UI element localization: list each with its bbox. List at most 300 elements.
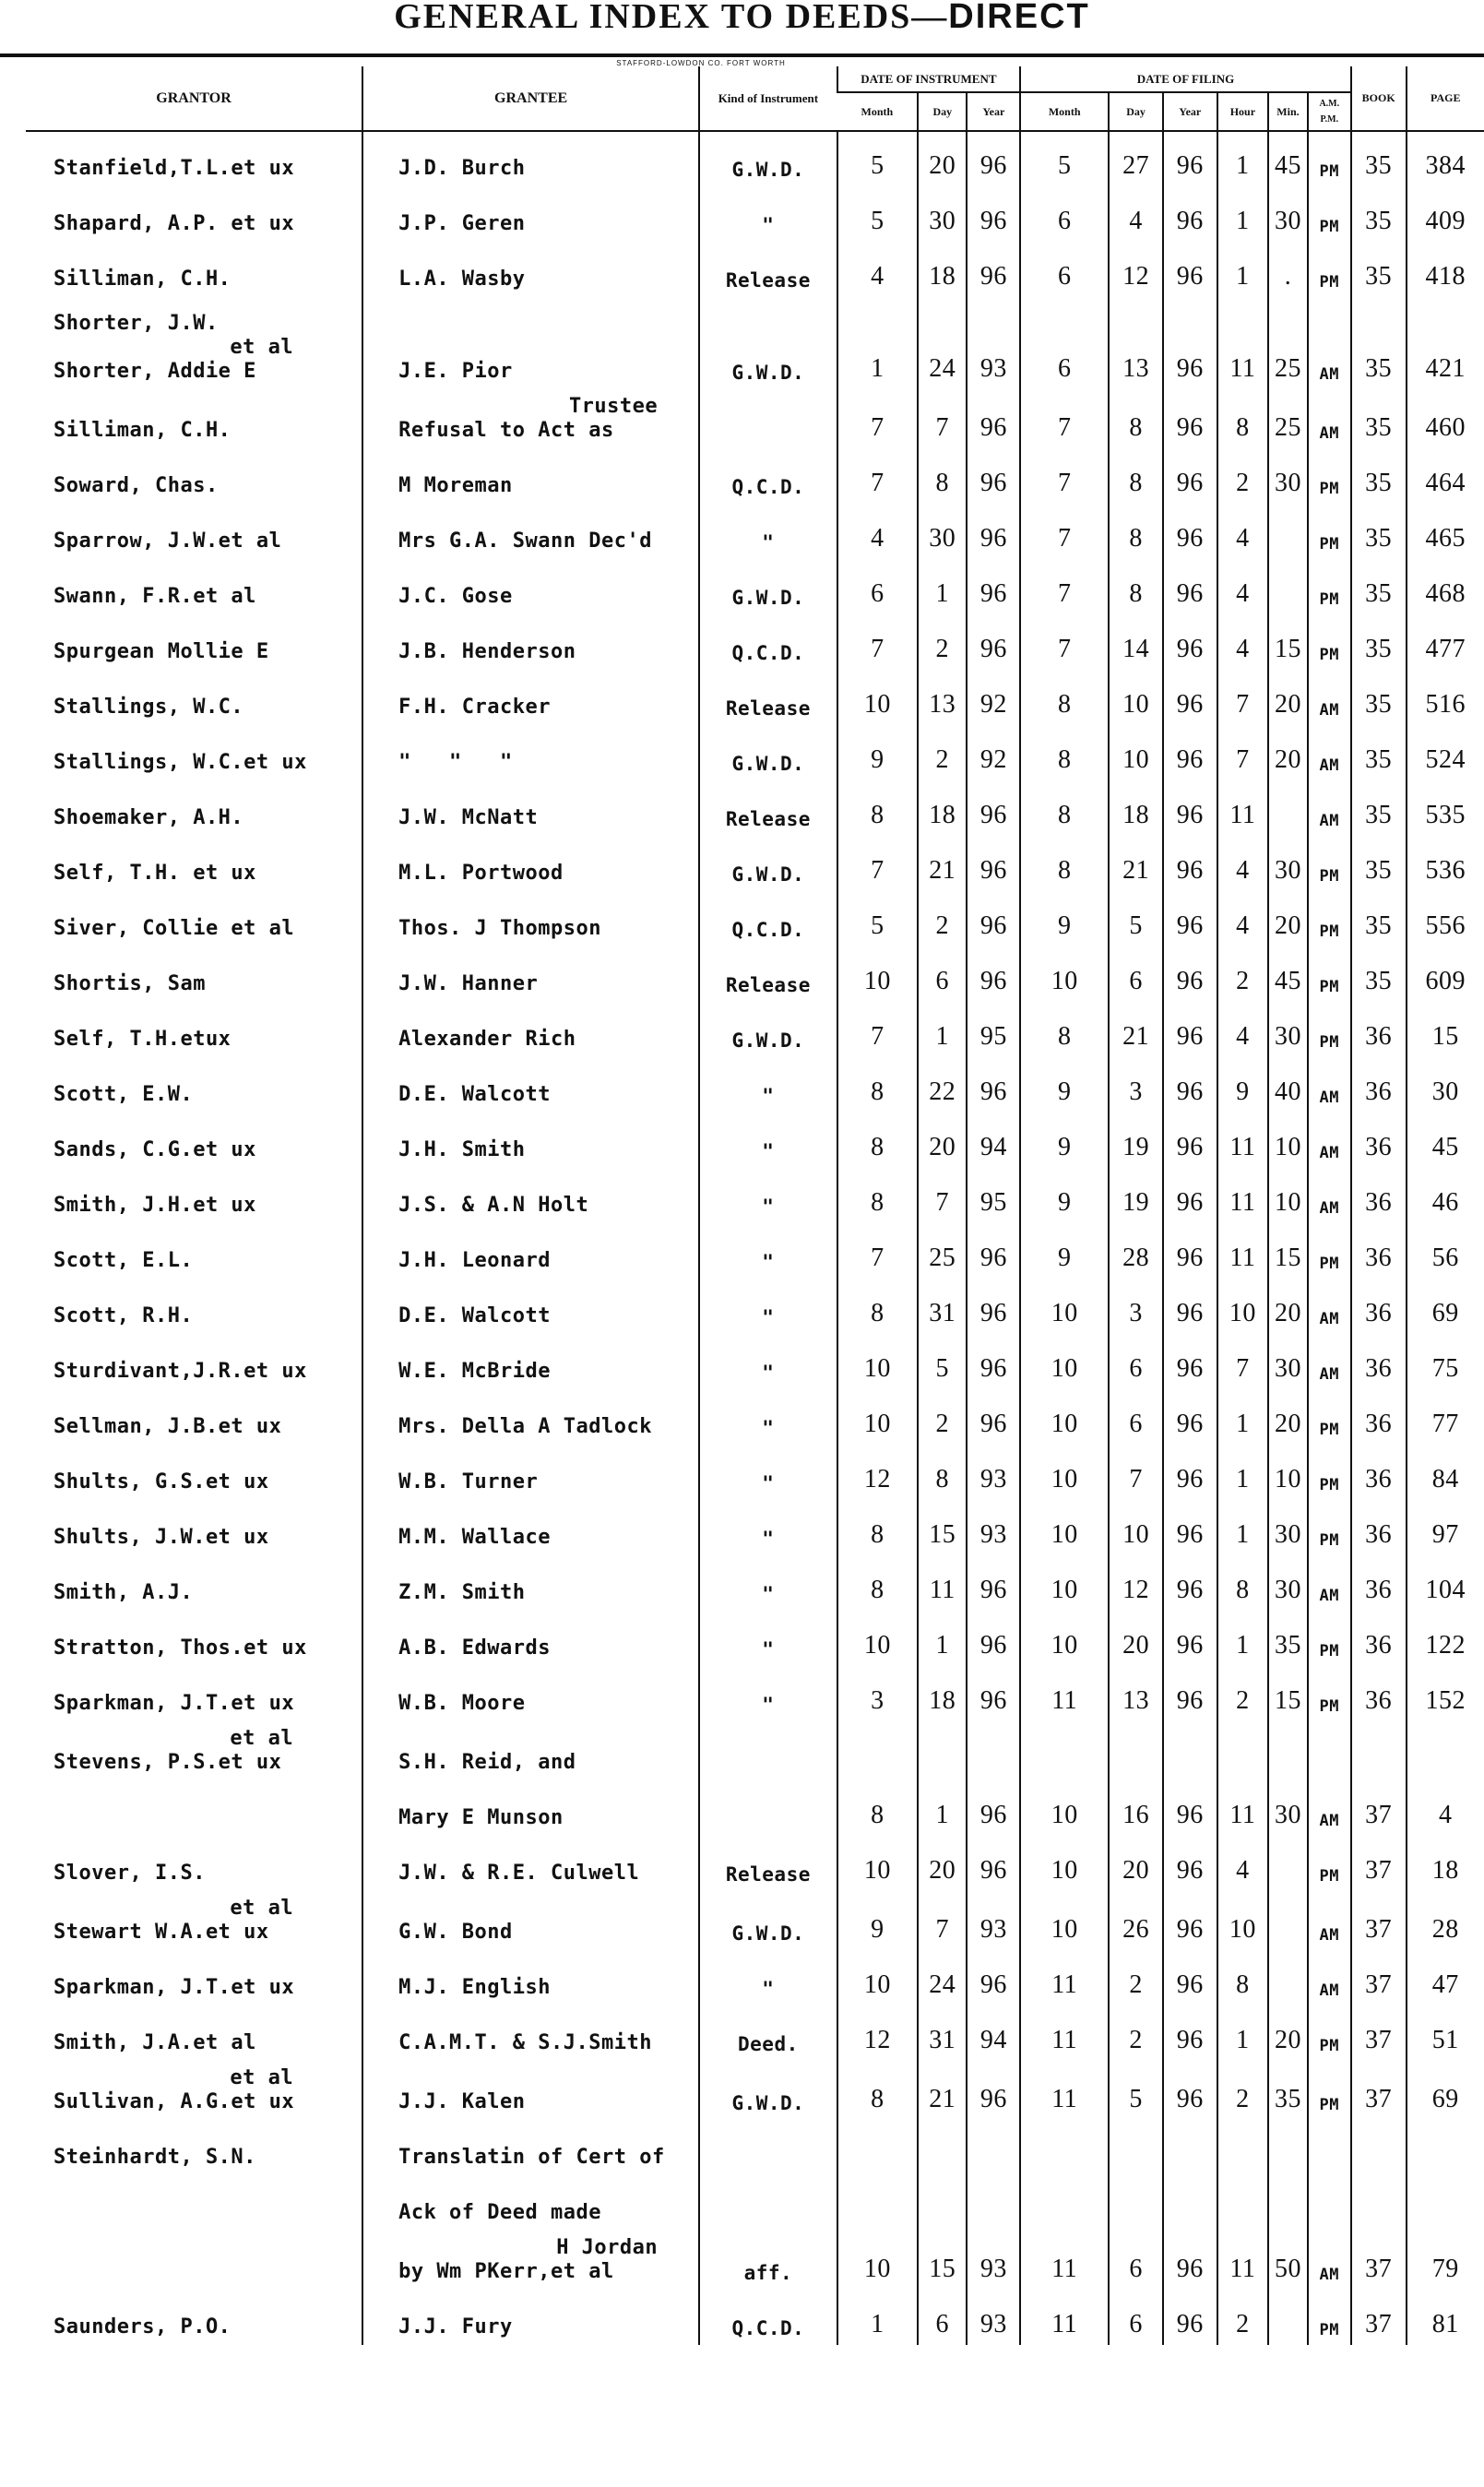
file-min-cell: . xyxy=(1268,242,1308,297)
page-cell: 45 xyxy=(1407,1113,1484,1168)
grantee-text: L.A. Wasby xyxy=(398,268,526,291)
file-year-cell xyxy=(1163,2175,1217,2231)
grantee-text: M.M. Wallace xyxy=(398,1526,552,1549)
inst-month-cell xyxy=(837,2120,919,2175)
grantee-cell xyxy=(362,1721,699,1780)
grantor-text: Siver, Collie et al xyxy=(53,917,295,940)
inst-year-cell: 96 xyxy=(967,946,1020,1002)
inst-year-cell: 96 xyxy=(967,1780,1020,1836)
file-day-cell: 13 xyxy=(1109,297,1163,389)
file-hour-cell: 4 xyxy=(1217,836,1269,891)
file-ampm-cell: PM xyxy=(1308,448,1351,504)
table-row xyxy=(26,1445,1484,1500)
file-min-cell: 20 xyxy=(1268,670,1308,725)
table-row xyxy=(26,559,1484,614)
inst-year-cell: 95 xyxy=(967,1168,1020,1223)
grantor-text: Smith, J.A.et al xyxy=(53,2031,256,2054)
file-hour-cell: 8 xyxy=(1217,389,1269,448)
file-min-cell: 45 xyxy=(1268,131,1308,186)
grantor-text: Scott, E.L. xyxy=(53,1249,194,1272)
file-hour-cell: 4 xyxy=(1217,504,1269,559)
book-cell: 36 xyxy=(1351,1334,1407,1389)
page-cell: 28 xyxy=(1407,1891,1484,1950)
grantee-cell xyxy=(362,131,699,186)
file-month-cell: 7 xyxy=(1020,389,1109,448)
file-ampm-cell: AM xyxy=(1308,1334,1351,1389)
kind-cell: Deed. xyxy=(699,2005,837,2061)
inst-year-cell: 94 xyxy=(967,2005,1020,2061)
file-day-cell: 4 xyxy=(1109,186,1163,242)
grantee-cell xyxy=(362,780,699,836)
inst-day-cell: 7 xyxy=(918,389,967,448)
grantor-text: Sparrow, J.W.et al xyxy=(53,530,282,553)
file-min-cell xyxy=(1268,1950,1308,2005)
grantee-text: S.H. Reid, and xyxy=(398,1751,576,1774)
file-month-cell: 10 xyxy=(1020,1611,1109,1666)
grantee-cell xyxy=(362,725,699,780)
file-year-cell: 96 xyxy=(1163,891,1217,946)
inst-month-cell: 10 xyxy=(837,1611,919,1666)
book-cell: 35 xyxy=(1351,389,1407,448)
inst-day-cell: 2 xyxy=(918,891,967,946)
page-cell: 18 xyxy=(1407,1836,1484,1891)
file-ampm-cell xyxy=(1308,2175,1351,2231)
file-hour-cell: 7 xyxy=(1217,670,1269,725)
grantee-text: M.J. English xyxy=(398,1976,552,1999)
kind-cell xyxy=(699,1780,837,1836)
file-year-cell: 96 xyxy=(1163,1950,1217,2005)
book-cell: 35 xyxy=(1351,780,1407,836)
kind-cell: G.W.D. xyxy=(699,1891,837,1950)
file-day-cell: 19 xyxy=(1109,1113,1163,1168)
file-day-cell: 6 xyxy=(1109,2231,1163,2290)
file-day-cell: 5 xyxy=(1109,2061,1163,2120)
grantor-text: Silliman, C.H. xyxy=(53,268,232,291)
inst-day-cell: 2 xyxy=(918,725,967,780)
table-row xyxy=(26,1780,1484,1836)
file-min-cell: 10 xyxy=(1268,1168,1308,1223)
book-cell: 35 xyxy=(1351,559,1407,614)
file-hour-cell xyxy=(1217,2175,1269,2231)
table-row xyxy=(26,2061,1484,2120)
inst-month-cell: 5 xyxy=(837,891,919,946)
kind-cell: " xyxy=(699,186,837,242)
grantor-text: Shults, G.S.et ux xyxy=(53,1470,269,1493)
page-cell: 516 xyxy=(1407,670,1484,725)
file-ampm-cell: PM xyxy=(1308,946,1351,1002)
page-cell: 609 xyxy=(1407,946,1484,1002)
table-row xyxy=(26,1721,1484,1780)
file-ampm-cell: PM xyxy=(1308,1389,1351,1445)
table-row xyxy=(26,1057,1484,1113)
page-cell: 421 xyxy=(1407,297,1484,389)
book-cell: 35 xyxy=(1351,186,1407,242)
file-day-cell: 6 xyxy=(1109,2290,1163,2345)
file-hour-cell: 7 xyxy=(1217,1334,1269,1389)
grantee-cell xyxy=(362,2231,699,2290)
inst-day-cell: 31 xyxy=(918,2005,967,2061)
book-cell: 35 xyxy=(1351,946,1407,1002)
grantor-text: Swann, F.R.et al xyxy=(53,585,256,608)
book-cell: 36 xyxy=(1351,1057,1407,1113)
page-cell: 122 xyxy=(1407,1611,1484,1666)
inst-month-cell: 10 xyxy=(837,1836,919,1891)
file-hour-cell: 8 xyxy=(1217,1555,1269,1611)
file-month-cell: 10 xyxy=(1020,1500,1109,1555)
grantor-text: Sellman, J.B.et ux xyxy=(53,1415,282,1438)
inst-day-cell: 2 xyxy=(918,1389,967,1445)
table-row xyxy=(26,1279,1484,1334)
inst-month-cell: 4 xyxy=(837,504,919,559)
kind-cell: " xyxy=(699,1666,837,1721)
grantee-text: by Wm PKerr,et al xyxy=(398,2260,614,2283)
page-cell: 409 xyxy=(1407,186,1484,242)
file-year-cell: 96 xyxy=(1163,559,1217,614)
grantee-text: D.E. Walcott xyxy=(398,1304,552,1327)
file-month-cell: 9 xyxy=(1020,1168,1109,1223)
grantee-text: Translatin of Cert of xyxy=(398,2146,665,2169)
book-cell: 35 xyxy=(1351,297,1407,389)
kind-cell: G.W.D. xyxy=(699,559,837,614)
inst-year-cell xyxy=(967,2120,1020,2175)
grantee-cell xyxy=(362,1389,699,1445)
title-direct: DIRECT xyxy=(948,0,1090,36)
inst-month-cell: 7 xyxy=(837,836,919,891)
inst-year-cell: 93 xyxy=(967,2290,1020,2345)
file-hour-cell: 11 xyxy=(1217,1113,1269,1168)
kind-cell: G.W.D. xyxy=(699,131,837,186)
page-title xyxy=(0,0,1484,37)
col-inst-day: Day xyxy=(918,92,967,131)
kind-cell: Release xyxy=(699,780,837,836)
inst-month-cell: 8 xyxy=(837,1780,919,1836)
grantor-cell xyxy=(26,504,362,559)
inst-year-cell xyxy=(967,2175,1020,2231)
file-ampm-cell: PM xyxy=(1308,504,1351,559)
page-cell: 460 xyxy=(1407,389,1484,448)
grantor-cell xyxy=(26,2175,362,2231)
table-row xyxy=(26,297,1484,389)
book-cell: 36 xyxy=(1351,1445,1407,1500)
inst-year-cell: 96 xyxy=(967,1555,1020,1611)
file-year-cell: 96 xyxy=(1163,1389,1217,1445)
file-ampm-cell: AM xyxy=(1308,389,1351,448)
grantor-cell xyxy=(26,1279,362,1334)
inst-day-cell: 6 xyxy=(918,2290,967,2345)
table-row xyxy=(26,780,1484,836)
inst-month-cell: 7 xyxy=(837,1223,919,1279)
file-day-cell: 3 xyxy=(1109,1057,1163,1113)
file-ampm-cell: AM xyxy=(1308,1555,1351,1611)
page-cell: 556 xyxy=(1407,891,1484,946)
grantor-cell xyxy=(26,1334,362,1389)
file-ampm-cell: AM xyxy=(1308,1780,1351,1836)
inst-year-cell: 93 xyxy=(967,1500,1020,1555)
inst-month-cell: 9 xyxy=(837,725,919,780)
col-inst-month: Month xyxy=(837,92,919,131)
grantor-text: et al xyxy=(230,2066,294,2089)
file-hour-cell: 2 xyxy=(1217,2290,1269,2345)
file-ampm-cell xyxy=(1308,1721,1351,1780)
kind-cell: G.W.D. xyxy=(699,2061,837,2120)
file-year-cell: 96 xyxy=(1163,780,1217,836)
grantor-text: Scott, E.W. xyxy=(53,1083,194,1106)
grantor-text: Scott, R.H. xyxy=(53,1304,194,1327)
book-cell: 35 xyxy=(1351,448,1407,504)
table-row xyxy=(26,1836,1484,1891)
file-year-cell: 96 xyxy=(1163,2290,1217,2345)
file-ampm-cell: AM xyxy=(1308,1168,1351,1223)
page-cell: 468 xyxy=(1407,559,1484,614)
file-hour-cell: 11 xyxy=(1217,1168,1269,1223)
file-hour-cell: 7 xyxy=(1217,725,1269,780)
grantee-cell xyxy=(362,2061,699,2120)
book-cell: 37 xyxy=(1351,1836,1407,1891)
file-year-cell: 96 xyxy=(1163,1780,1217,1836)
table-row xyxy=(26,242,1484,297)
file-ampm-cell: AM xyxy=(1308,725,1351,780)
page-cell: 79 xyxy=(1407,2231,1484,2290)
inst-month-cell: 10 xyxy=(837,946,919,1002)
inst-day-cell: 2 xyxy=(918,614,967,670)
grantee-cell xyxy=(362,1057,699,1113)
file-day-cell: 6 xyxy=(1109,1334,1163,1389)
grantor-text: Smith, J.H.et ux xyxy=(53,1194,256,1217)
inst-month-cell xyxy=(837,2175,919,2231)
inst-day-cell: 15 xyxy=(918,2231,967,2290)
grantor-text: Shortis, Sam xyxy=(53,972,206,995)
grantor-cell xyxy=(26,2005,362,2061)
book-cell: 36 xyxy=(1351,1611,1407,1666)
inst-month-cell: 8 xyxy=(837,1057,919,1113)
grantee-text: W.E. McBride xyxy=(398,1360,552,1383)
file-month-cell: 6 xyxy=(1020,297,1109,389)
inst-year-cell: 96 xyxy=(967,1611,1020,1666)
book-cell: 36 xyxy=(1351,1555,1407,1611)
grantor-text: Spurgean Mollie E xyxy=(53,640,269,663)
table-row xyxy=(26,1611,1484,1666)
grantee-text: W.B. Moore xyxy=(398,1692,526,1715)
file-ampm-cell: AM xyxy=(1308,297,1351,389)
file-year-cell: 96 xyxy=(1163,2231,1217,2290)
table-row xyxy=(26,2231,1484,2290)
file-min-cell: 30 xyxy=(1268,1555,1308,1611)
file-year-cell: 96 xyxy=(1163,1168,1217,1223)
grantor-cell xyxy=(26,2061,362,2120)
grantor-text: Shults, J.W.et ux xyxy=(53,1526,269,1549)
file-min-cell: 10 xyxy=(1268,1113,1308,1168)
file-year-cell: 96 xyxy=(1163,389,1217,448)
grantor-text: Stratton, Thos.et ux xyxy=(53,1636,307,1660)
grantee-text: M Moreman xyxy=(398,474,513,497)
file-hour-cell: 11 xyxy=(1217,1223,1269,1279)
inst-year-cell: 94 xyxy=(967,1113,1020,1168)
grantor-text: Sands, C.G.et ux xyxy=(53,1138,256,1161)
file-day-cell: 10 xyxy=(1109,1500,1163,1555)
book-cell xyxy=(1351,2120,1407,2175)
grantee-cell xyxy=(362,2120,699,2175)
grantor-cell xyxy=(26,1057,362,1113)
file-ampm-cell: AM xyxy=(1308,1950,1351,2005)
book-cell: 35 xyxy=(1351,131,1407,186)
inst-year-cell xyxy=(967,1721,1020,1780)
book-cell: 36 xyxy=(1351,1113,1407,1168)
grantor-text: Shapard, A.P. et ux xyxy=(53,212,295,235)
file-ampm-cell: PM xyxy=(1308,2061,1351,2120)
book-cell: 37 xyxy=(1351,2231,1407,2290)
file-year-cell: 96 xyxy=(1163,1836,1217,1891)
grantee-cell xyxy=(362,1279,699,1334)
file-min-cell: 15 xyxy=(1268,1223,1308,1279)
file-ampm-cell: PM xyxy=(1308,1445,1351,1500)
grantee-cell xyxy=(362,242,699,297)
file-day-cell: 10 xyxy=(1109,670,1163,725)
inst-month-cell: 3 xyxy=(837,1666,919,1721)
file-min-cell xyxy=(1268,2120,1308,2175)
file-hour-cell: 8 xyxy=(1217,1950,1269,2005)
inst-day-cell: 25 xyxy=(918,1223,967,1279)
inst-day-cell: 20 xyxy=(918,1113,967,1168)
file-day-cell: 3 xyxy=(1109,1279,1163,1334)
inst-year-cell: 96 xyxy=(967,780,1020,836)
file-ampm-cell: AM xyxy=(1308,780,1351,836)
inst-month-cell: 8 xyxy=(837,1279,919,1334)
kind-cell: Q.C.D. xyxy=(699,614,837,670)
table-row xyxy=(26,1500,1484,1555)
inst-day-cell: 22 xyxy=(918,1057,967,1113)
file-month-cell: 10 xyxy=(1020,1445,1109,1500)
inst-month-cell: 7 xyxy=(837,614,919,670)
grantee-cell xyxy=(362,1500,699,1555)
file-hour-cell: 1 xyxy=(1217,242,1269,297)
page-cell: 69 xyxy=(1407,2061,1484,2120)
file-month-cell: 9 xyxy=(1020,1057,1109,1113)
grantee-text: F.H. Cracker xyxy=(398,696,552,719)
inst-day-cell: 30 xyxy=(918,504,967,559)
file-hour-cell: 4 xyxy=(1217,614,1269,670)
grantor-cell xyxy=(26,1611,362,1666)
grantor-cell xyxy=(26,1500,362,1555)
kind-cell: G.W.D. xyxy=(699,297,837,389)
grantee-cell xyxy=(362,670,699,725)
inst-day-cell: 8 xyxy=(918,448,967,504)
inst-year-cell: 96 xyxy=(967,131,1020,186)
page-cell: 418 xyxy=(1407,242,1484,297)
grantor-text: Shorter, Addie E xyxy=(53,360,256,383)
grantor-text: Self, T.H. et ux xyxy=(53,862,256,885)
grantor-cell xyxy=(26,1555,362,1611)
inst-year-cell: 96 xyxy=(967,1223,1020,1279)
table-row xyxy=(26,448,1484,504)
file-day-cell: 21 xyxy=(1109,1002,1163,1057)
inst-year-cell: 96 xyxy=(967,891,1020,946)
col-file-day: Day xyxy=(1109,92,1163,131)
grantor-cell xyxy=(26,670,362,725)
inst-year-cell: 96 xyxy=(967,1666,1020,1721)
table-row xyxy=(26,2120,1484,2175)
file-year-cell: 96 xyxy=(1163,1555,1217,1611)
title-main: GENERAL INDEX TO DEEDS— xyxy=(394,0,949,36)
inst-day-cell: 15 xyxy=(918,1500,967,1555)
grantor-cell xyxy=(26,186,362,242)
grantee-text: G.W. Bond xyxy=(398,1921,513,1944)
page-cell: 46 xyxy=(1407,1168,1484,1223)
inst-month-cell: 1 xyxy=(837,2290,919,2345)
file-month-cell: 8 xyxy=(1020,670,1109,725)
grantee-text: " " " xyxy=(398,751,513,774)
file-min-cell: 50 xyxy=(1268,2231,1308,2290)
page-cell: 56 xyxy=(1407,1223,1484,1279)
file-ampm-cell: PM xyxy=(1308,242,1351,297)
col-grantor: GRANTOR xyxy=(26,66,362,131)
inst-day-cell: 7 xyxy=(918,1891,967,1950)
book-cell: 37 xyxy=(1351,1950,1407,2005)
grantee-text: D.E. Walcott xyxy=(398,1083,552,1106)
kind-cell: Release xyxy=(699,1836,837,1891)
file-day-cell: 2 xyxy=(1109,1950,1163,2005)
book-cell: 36 xyxy=(1351,1500,1407,1555)
grantee-cell xyxy=(362,297,699,389)
inst-day-cell xyxy=(918,1721,967,1780)
file-year-cell: 96 xyxy=(1163,242,1217,297)
kind-cell: " xyxy=(699,1555,837,1611)
grantor-cell xyxy=(26,2120,362,2175)
file-ampm-cell: PM xyxy=(1308,1666,1351,1721)
inst-month-cell: 9 xyxy=(837,1891,919,1950)
file-min-cell: 20 xyxy=(1268,1389,1308,1445)
file-ampm-cell: PM xyxy=(1308,2290,1351,2345)
inst-day-cell: 24 xyxy=(918,297,967,389)
grantee-cell xyxy=(362,1445,699,1500)
page-cell: 384 xyxy=(1407,131,1484,186)
book-cell: 36 xyxy=(1351,1279,1407,1334)
file-hour-cell: 2 xyxy=(1217,1666,1269,1721)
grantor-cell xyxy=(26,1389,362,1445)
file-hour-cell: 10 xyxy=(1217,1891,1269,1950)
file-month-cell xyxy=(1020,2120,1109,2175)
grantee-text: Mary E Munson xyxy=(398,1806,564,1829)
inst-day-cell: 13 xyxy=(918,670,967,725)
grantor-cell xyxy=(26,1666,362,1721)
page-cell xyxy=(1407,2120,1484,2175)
file-year-cell: 96 xyxy=(1163,297,1217,389)
file-month-cell: 8 xyxy=(1020,780,1109,836)
file-min-cell: 15 xyxy=(1268,614,1308,670)
file-month-cell: 11 xyxy=(1020,1666,1109,1721)
table-row xyxy=(26,1555,1484,1611)
book-cell: 36 xyxy=(1351,1168,1407,1223)
file-hour-cell: 2 xyxy=(1217,448,1269,504)
file-year-cell: 96 xyxy=(1163,1057,1217,1113)
file-min-cell xyxy=(1268,559,1308,614)
kind-cell: Release xyxy=(699,242,837,297)
page-cell: 104 xyxy=(1407,1555,1484,1611)
grantor-cell xyxy=(26,1223,362,1279)
file-hour-cell: 1 xyxy=(1217,186,1269,242)
grantee-text: C.A.M.T. & S.J.Smith xyxy=(398,2031,652,2054)
file-hour-cell: 10 xyxy=(1217,1279,1269,1334)
table-row xyxy=(26,1389,1484,1445)
file-month-cell: 9 xyxy=(1020,891,1109,946)
grantee-cell xyxy=(362,1113,699,1168)
file-day-cell xyxy=(1109,1721,1163,1780)
table-row xyxy=(26,614,1484,670)
file-month-cell: 10 xyxy=(1020,1389,1109,1445)
table-row xyxy=(26,1223,1484,1279)
inst-year-cell: 96 xyxy=(967,614,1020,670)
book-cell: 37 xyxy=(1351,2005,1407,2061)
file-min-cell: 30 xyxy=(1268,836,1308,891)
